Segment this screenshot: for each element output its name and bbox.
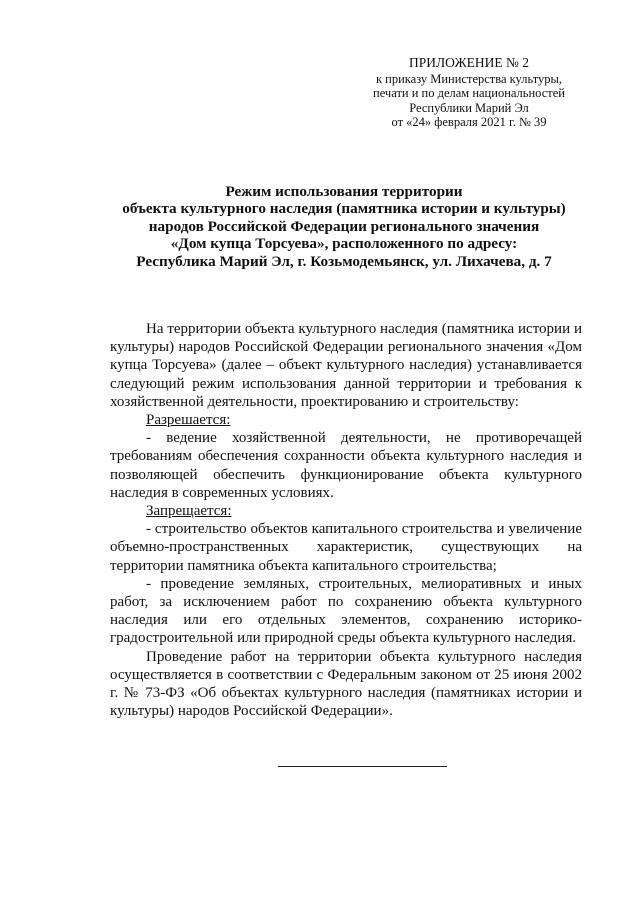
end-rule [278, 766, 447, 767]
title-line: «Дом купца Торсуева», расположенного по адресу: [170, 235, 518, 253]
appendix-block [360, 56, 578, 130]
appendix-title: ПРИЛОЖЕНИЕ № 2 [408, 55, 530, 70]
appendix-line: печати и по делам национальностей [373, 86, 565, 100]
document-body [110, 320, 582, 720]
allowed-item: - ведение хозяйственной деятельности, не противоречащей требованиям обеспечения сохранности объекта культурного наследия и позволяющей обеспечить функционирование объекта культурного наследия в современных условиях. [110, 430, 582, 501]
closing-paragraph: Проведение работ на территории объекта культурного наследия осуществляется в соответствии с Федеральным законом от 25 июня 2002 г. № 73-ФЗ «Об объектах культурного наследия (памятниках истории и культуры) народов Российской Федерации». [110, 648, 582, 720]
forbidden-item: - строительство объектов капитального строительства и увеличение объемно-пространственных характеристик, существующих на территории памятника объекта капитального строительства; [110, 521, 582, 574]
appendix-date: от «24» февраля 2021 г. № 39 [391, 115, 547, 129]
document-title [80, 183, 608, 270]
appendix-line: к приказу Министерства культуры, [375, 71, 563, 86]
title-line: объекта культурного наследия (памятника истории и культуры) [122, 200, 566, 218]
forbidden-header: Запрещается: [146, 503, 232, 520]
allowed-header: Разрешается: [146, 412, 231, 429]
title-line: Республика Марий Эл, г. Козьмодемьянск, ул. Лихачева, д. 7 [136, 252, 552, 270]
appendix-line: Республики Марий Эл [409, 100, 529, 115]
title-line: народов Российской Федерации регионального значения [148, 217, 540, 235]
title-line: Режим использования территории [225, 183, 463, 200]
intro-paragraph: На территории объекта культурного наследия (памятника истории и культуры) народов Российской Федерации регионального значения «Дом купца Торсуева» (далее – объект культурного наследия) устанавливается следующий режим использования данной территории и требования к хозяйственной деятельности, проектированию и строительству: [110, 321, 582, 410]
forbidden-item: - проведение земляных, строительных, мелиоративных и иных работ, за исключением работ по сохранению объекта культурного наследия или его отдельных элементов, сохранению историко-градостроительной или природной среды объекта культурного наследия. [110, 575, 582, 647]
